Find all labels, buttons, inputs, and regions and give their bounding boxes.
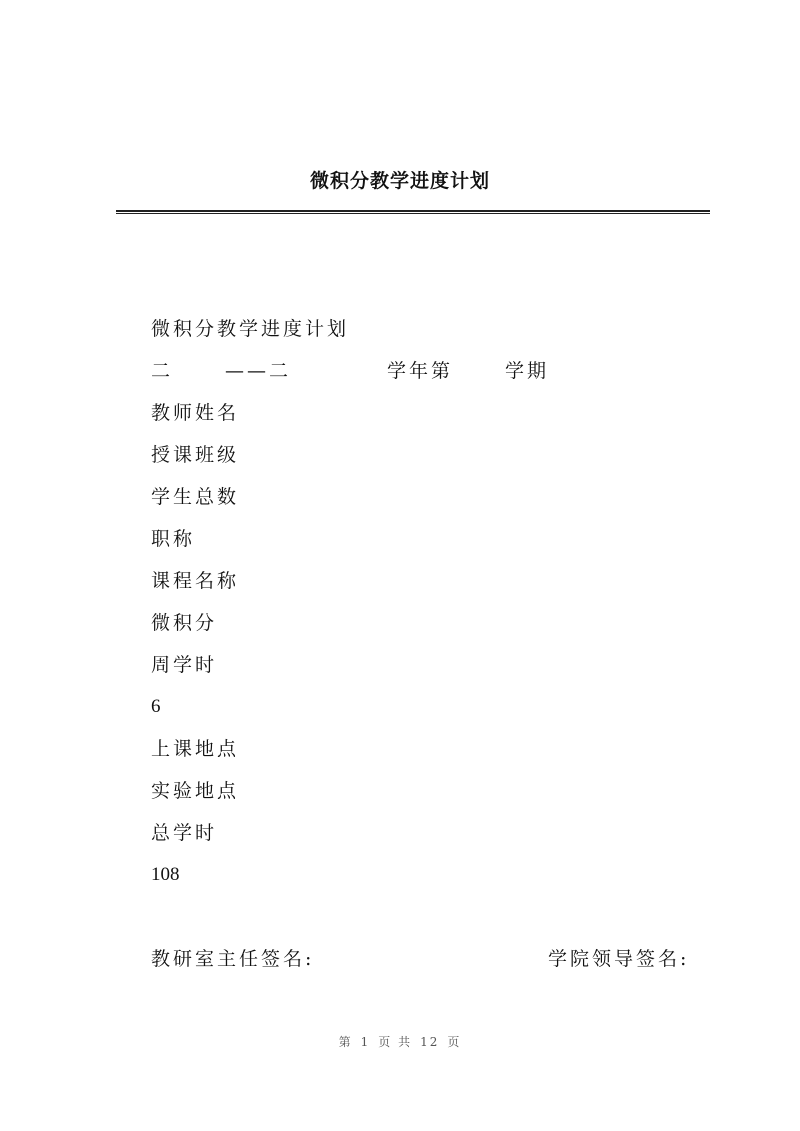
footer-mid: 页 共: [378, 1035, 413, 1049]
field-total-hours: 总学时: [151, 822, 218, 844]
field-title: 职称: [151, 528, 196, 550]
term-line: [151, 359, 571, 383]
signature-right: 学院领导签名:: [548, 948, 690, 970]
value-course-name: 微积分: [151, 612, 218, 634]
term-year-start: 二: [151, 360, 174, 382]
value-total-hours: 108: [151, 864, 180, 885]
term-academic-year: 学年第: [387, 360, 454, 382]
field-student-count: 学生总数: [151, 486, 240, 508]
field-weekly-hours: 周学时: [151, 654, 218, 676]
field-lecture-location: 上课地点: [151, 738, 240, 760]
document-title: 微积分教学进度计划: [151, 318, 350, 340]
signature-left: 教研室主任签名:: [151, 948, 315, 970]
footer-page-number: 1: [360, 1035, 371, 1049]
footer-total-pages: 12: [420, 1035, 440, 1049]
footer-prefix: 第: [338, 1035, 353, 1049]
value-weekly-hours: 6: [151, 696, 161, 717]
field-lab-location: 实验地点: [151, 780, 240, 802]
header-rule: [116, 210, 710, 214]
field-teacher-name: 教师姓名: [151, 402, 240, 424]
page-header-title: 微积分教学进度计划: [309, 170, 490, 192]
field-class: 授课班级: [151, 444, 240, 466]
field-course-name: 课程名称: [151, 570, 240, 592]
page-footer: [0, 1033, 800, 1050]
term-year-end: ——二: [225, 360, 292, 382]
term-semester: 学期: [505, 360, 550, 382]
footer-suffix: 页: [447, 1035, 462, 1049]
